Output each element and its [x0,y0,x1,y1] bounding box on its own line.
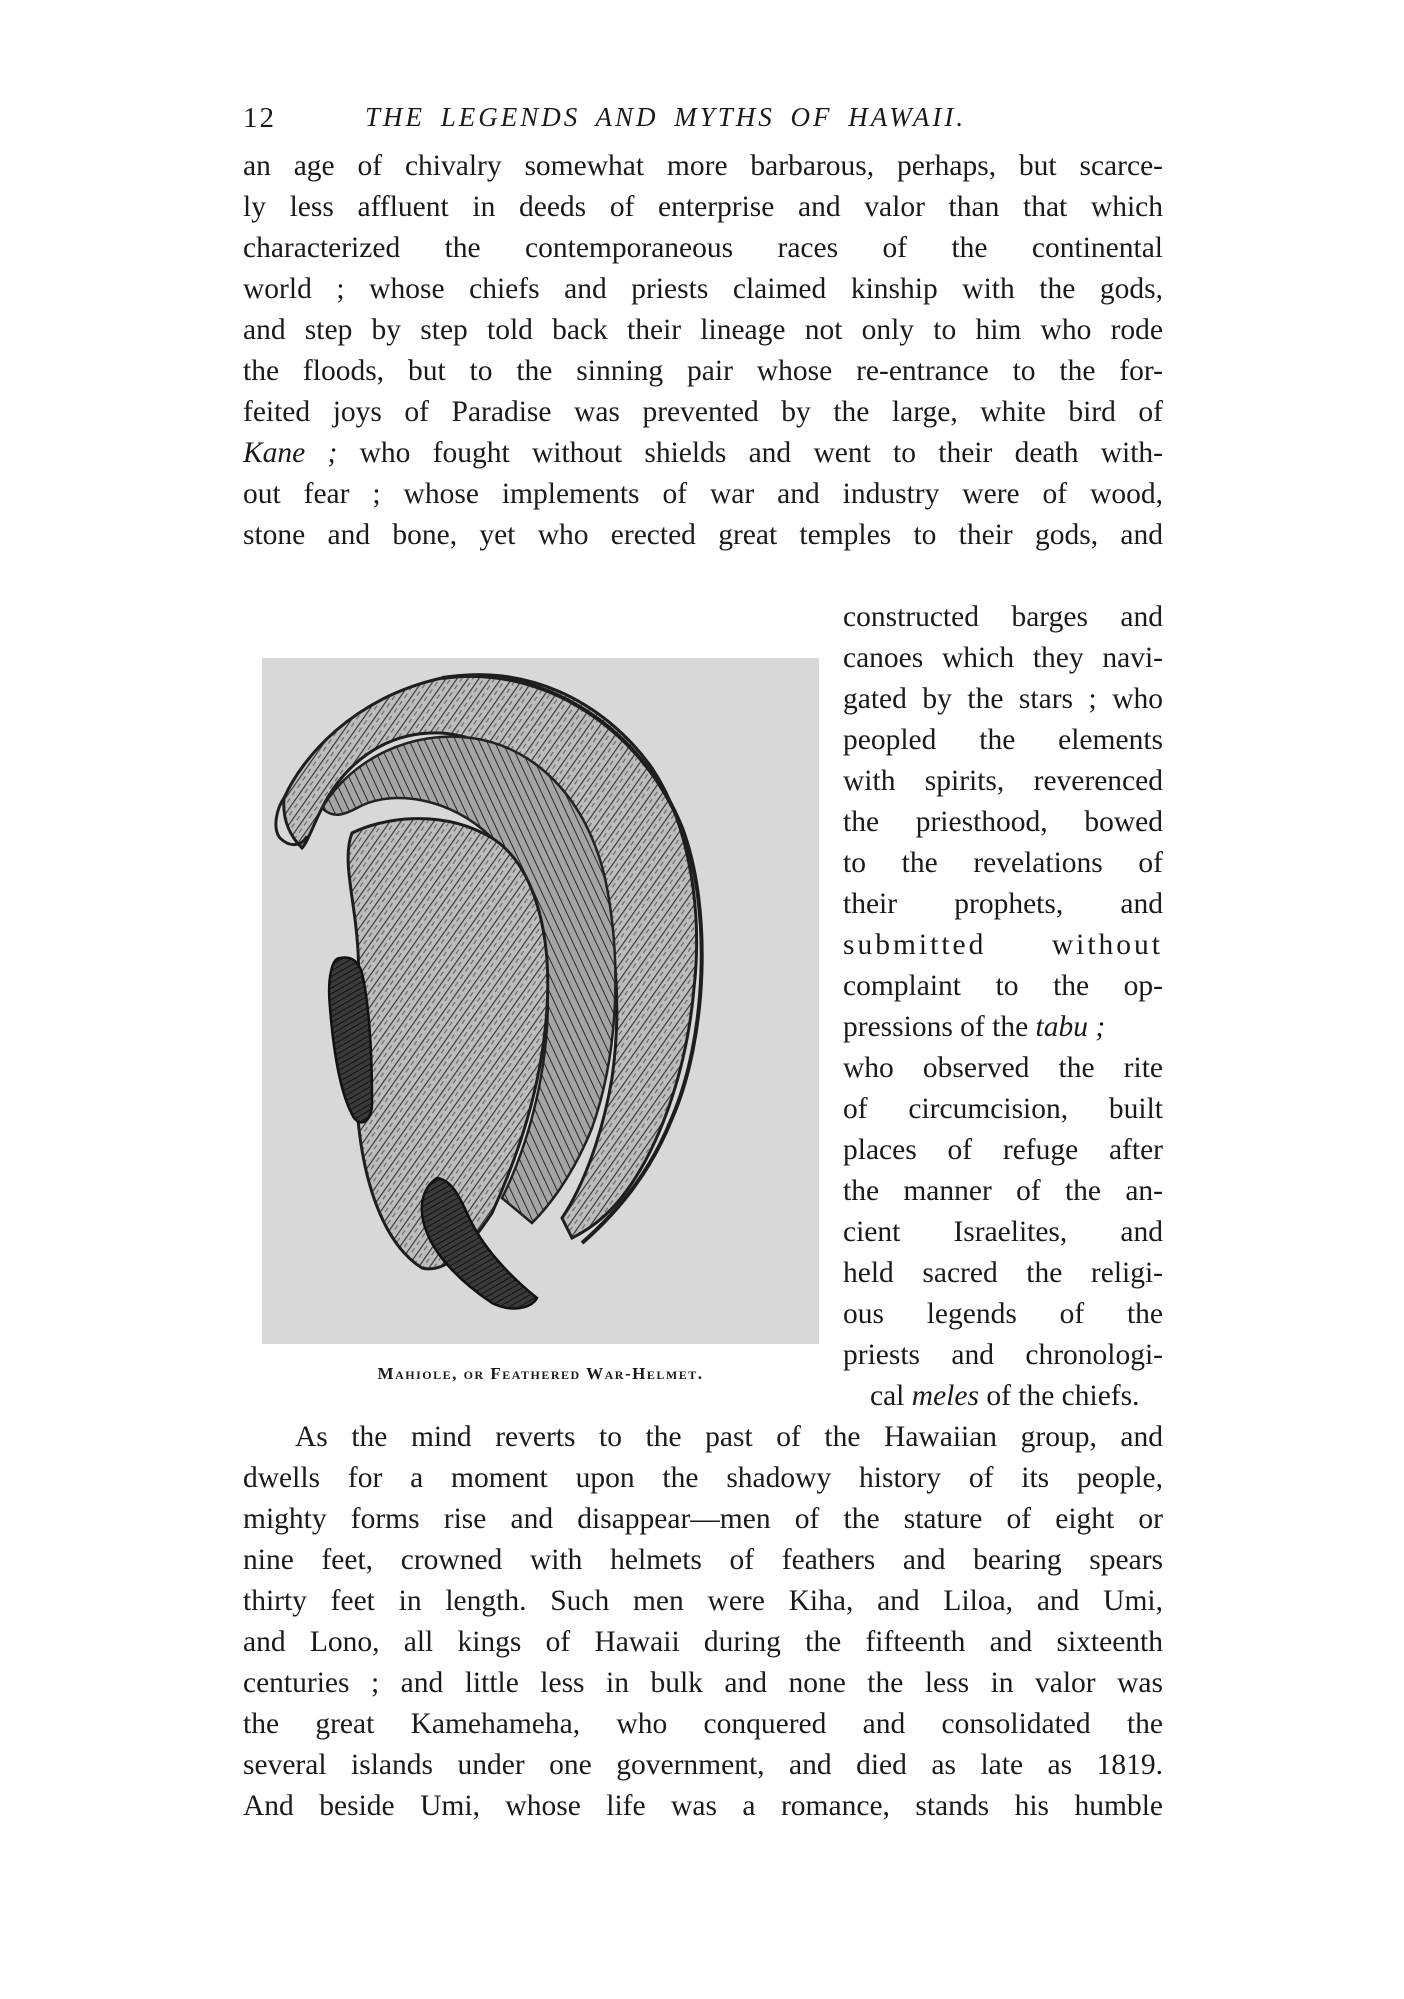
helmet-illustration [262,658,819,1344]
page-number: 12 [243,102,276,134]
text-line-start: cal [870,1380,905,1412]
text-line: who observed the rite [843,1052,1163,1084]
text-line: ous legends of the [843,1298,1163,1330]
text-line: of circumcision, built [843,1093,1163,1125]
text-line: cient Israelites, and [843,1216,1163,1248]
text-line: the floods, but to the sinning pair whose re-entrance to the for- [243,355,1163,387]
text-line: and Lono, all kings of Hawaii during the fifteenth and sixteenth [243,1626,1163,1658]
figure-caption: Mahiole, or Feathered War-Helmet. [377,1364,704,1383]
text-line: nine feet, crowned with helmets of feathers and bearing spears [243,1544,1163,1576]
text-line: submitted without [843,929,1163,961]
text-line: gated by the stars ; who [843,683,1163,715]
text-line: held sacred the religi- [843,1257,1163,1289]
text-line: places of refuge after [843,1134,1163,1166]
text-line: the manner of the an- [843,1175,1163,1207]
text-line: their prophets, and [843,888,1163,920]
text-line: out fear ; whose implements of war and industry were of wood, [243,478,1163,510]
text-line: with spirits, reverenced [843,765,1163,797]
text-line: an age of chivalry somewhat more barbarous, perhaps, but scarce- [243,150,1163,182]
text-line: priests and chronologi- [843,1339,1163,1371]
text-line: stone and bone, yet who erected great temples to their gods, and [243,519,1163,551]
text-line: mighty forms rise and disappear—men of the stature of eight or [243,1503,1163,1535]
text-line: ly less affluent in deeds of enterprise and valor than that which [243,191,1163,223]
text-line: dwells for a moment upon the shadowy history of its people, [243,1462,1163,1494]
italic-tabu: tabu ; [1035,1011,1106,1043]
text-line: As the mind reverts to the past of the Hawaiian group, and [295,1421,1163,1453]
text-line: thirty feet in length. Such men were Kiha, and Liloa, and Umi, [243,1585,1163,1617]
text-line: And beside Umi, whose life was a romance, stands his humble [243,1790,1163,1822]
text-line-end: of the chiefs. [986,1380,1140,1412]
text-line: the priesthood, bowed [843,806,1163,838]
italic-kane: Kane ; [243,437,338,469]
text-line: feited joys of Paradise was prevented by the large, white bird of [243,396,1163,428]
text-line: and step by step told back their lineage not only to him who rode [243,314,1163,346]
page-header [243,102,1163,142]
text-line: characterized the contemporaneous races of the continental [243,232,1163,264]
text-line: several islands under one government, and died as late as 1819. [243,1749,1163,1781]
text-line: canoes which they navi- [843,642,1163,674]
running-title: THE LEGENDS AND MYTHS OF HAWAII. [365,102,967,132]
text-line: world ; whose chiefs and priests claimed kinship with the gods, [243,273,1163,305]
text-line-start: pressions of the [843,1011,1029,1043]
text-line: peopled the elements [843,724,1163,756]
text-line [870,1376,1163,1417]
italic-meles: meles [911,1380,979,1412]
text-line: the great Kamehameha, who conquered and consolidated the [243,1708,1163,1740]
text-line-rest: who fought without shields and went to their death with- [359,437,1163,469]
text-line: centuries ; and little less in bulk and none the less in valor was [243,1667,1163,1699]
text-line: to the revelations of [843,847,1163,879]
text-line [243,433,1163,474]
text-line: complaint to the op- [843,970,1163,1002]
text-line [843,1007,1163,1048]
text-line: constructed barges and [843,601,1163,633]
